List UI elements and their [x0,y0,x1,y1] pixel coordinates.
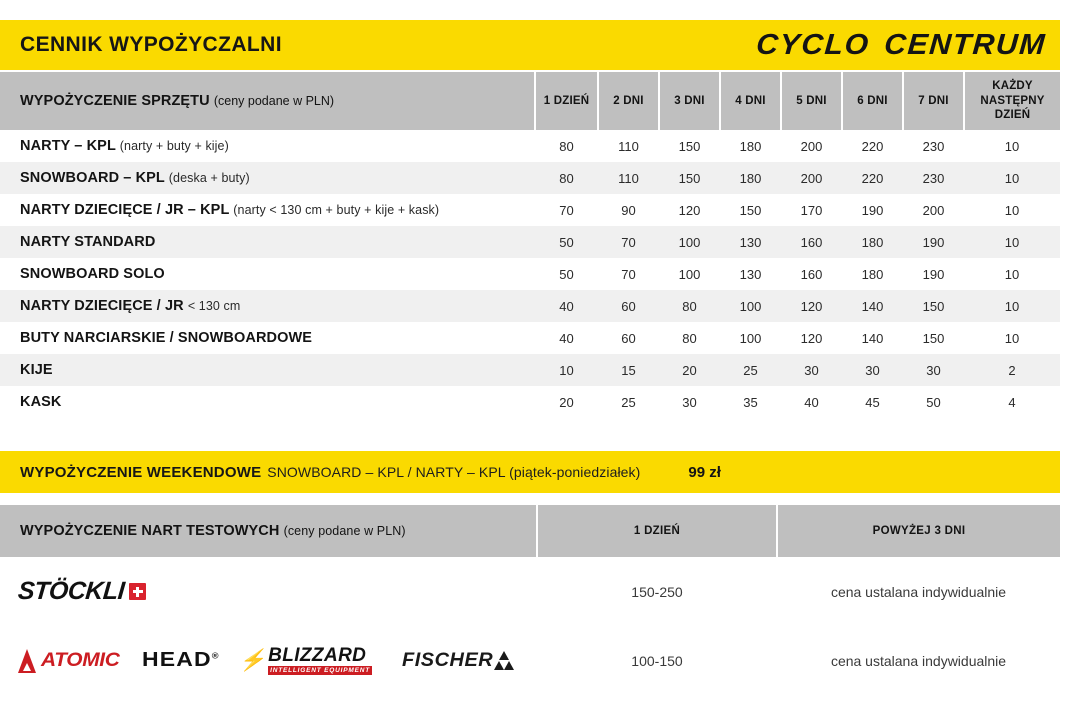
logo-word-centrum: CENTRUM [882,28,1047,61]
price-cell: 120 [678,202,701,218]
price-cell: 230 [922,138,945,154]
equipment-name-cell [0,290,535,322]
equipment-name-detail: < 130 cm [187,299,241,313]
price-cell: 150 [922,330,945,346]
blizzard-wordmark: BLIZZARD [268,644,367,666]
price-cell: 80 [559,138,574,154]
cyclo-centrum-logo [755,29,1062,62]
price-cell: 230 [903,162,964,194]
price-cell: 15 [598,354,659,386]
stockli-one-day-price: 150-250 [537,557,777,626]
logo-word-cyclo: CYCLO [754,28,871,61]
test-header-subtitle: (ceny podane w PLN) [283,524,406,538]
price-cell: 40 [559,330,574,346]
price-cell: 25 [621,394,636,410]
equipment-name-cell [0,194,535,226]
equipment-name-cell [0,322,535,354]
test-col-header-over-three-days: POWYŻEJ 3 DNI [777,505,1060,557]
price-cell: 10 [964,226,1060,258]
price-cell: 60 [621,330,636,346]
blizzard-stack [268,646,372,676]
price-cell: 100 [678,266,701,282]
price-cell: 190 [922,266,945,282]
atomic-logo [18,649,120,673]
equipment-name-cell [0,258,535,290]
fischer-triangle-icon [494,651,514,670]
price-cell: 190 [861,202,884,218]
head-wordmark: HEAD [142,649,213,671]
price-cell: 180 [842,226,903,258]
price-cell: 10 [1004,330,1020,346]
equipment-table-header-row [0,72,1060,130]
fischer-logo [402,650,514,672]
price-cell: 90 [621,202,636,218]
price-cell: 45 [865,394,880,410]
equipment-name: KASK [20,394,62,410]
brands-over-three-price: cena ustalana indywidualnie [777,626,1060,695]
equipment-name-cell [0,354,535,386]
fischer-wordmark: FISCHER [401,649,494,671]
test-skis-table [0,505,1060,695]
equipment-name: SNOWBOARD SOLO [20,266,165,282]
col-header-1-dzien: 1 DZIEŃ [535,72,598,130]
price-cell: 140 [861,330,884,346]
price-cell: 10 [964,290,1060,322]
blizzard-tagline: INTELLIGENT EQUIPMENT [270,667,370,675]
price-cell: 100 [659,226,720,258]
col-header-4-dni: 4 DNI [720,72,781,130]
stockli-wordmark: STÖCKLI [16,577,126,605]
price-cell: 160 [800,266,823,282]
equipment-name: SNOWBOARD – KPL [20,170,165,186]
equipment-header-title: WYPOŻYCZENIE SPRZĘTU [20,93,210,109]
price-cell: 180 [861,266,884,282]
equipment-name: NARTY STANDARD [20,234,156,250]
price-cell: 30 [842,354,903,386]
brand-logo-row [18,646,537,676]
price-cell: 10 [964,162,1060,194]
equipment-name-cell [0,386,535,418]
extra-line-3: DZIEŃ [994,109,1031,122]
price-cell: 30 [682,394,697,410]
price-cell: 220 [842,162,903,194]
price-cell: 180 [720,162,781,194]
test-col-header-one-day: 1 DZIEŃ [537,505,777,557]
price-cell: 50 [926,394,941,410]
equipment-name: KIJE [20,362,53,378]
test-table-header-row [0,505,1060,557]
price-cell: 200 [800,138,823,154]
price-cell: 100 [739,330,762,346]
price-cell: 150 [678,138,701,154]
equipment-name-detail: (narty < 130 cm + buty + kije + kask) [233,203,440,217]
weekend-rental-banner [0,451,1060,493]
price-cell: 120 [781,290,842,322]
price-cell: 35 [743,394,758,410]
brand-logos-cell [0,626,537,695]
price-cell: 30 [781,354,842,386]
col-header-kazdy-nastepny-dzien [964,72,1060,130]
price-cell: 40 [804,394,819,410]
weekend-description: SNOWBOARD – KPL / NARTY – KPL (piątek-poniedziałek) [267,464,641,480]
price-cell: 100 [720,290,781,322]
price-cell: 200 [781,162,842,194]
price-cell: 10 [535,354,598,386]
price-cell: 80 [682,330,697,346]
weekend-title: WYPOŻYCZENIE WEEKENDOWE [20,463,262,481]
price-cell: 130 [739,266,762,282]
price-cell: 110 [618,138,639,154]
head-logo [142,649,219,672]
price-cell: 190 [903,226,964,258]
stockli-logo-cell [0,557,537,626]
extra-line-2: NASTĘPNY [980,94,1045,107]
table-row [0,386,1060,418]
table-row [0,162,1060,194]
col-header-2-dni: 2 DNI [598,72,659,130]
price-cell: 130 [720,226,781,258]
test-header-label [0,505,537,557]
test-table-body [0,557,1060,695]
price-cell: 20 [659,354,720,386]
price-cell: 10 [1004,266,1020,282]
page-title-bar [0,20,1060,70]
blizzard-logo [239,646,372,676]
brands-one-day-price: 100-150 [537,626,777,695]
price-cell: 150 [659,162,720,194]
price-cell: 220 [861,138,884,154]
test-table-row-stockli [0,557,1060,626]
price-cell: 10 [1004,202,1020,218]
price-cell: 2 [964,354,1060,386]
test-header-title: WYPOŻYCZENIE NART TESTOWYCH [20,523,280,539]
price-cell: 170 [800,202,823,218]
price-cell: 60 [598,290,659,322]
table-row [0,354,1060,386]
col-header-7-dni: 7 DNI [903,72,964,130]
head-trademark-icon: ® [212,651,219,661]
table-row [0,322,1060,354]
equipment-name: NARTY DZIECIĘCE / JR [20,298,184,314]
col-header-6-dni: 6 DNI [842,72,903,130]
lightning-bolt-icon: ⚡ [238,649,266,672]
atomic-arrow-icon [18,649,36,673]
price-cell: 30 [903,354,964,386]
atomic-wordmark: ATOMIC [41,649,120,671]
equipment-name-detail: (narty + buty + kije) [119,139,229,153]
swiss-cross-icon [129,583,146,600]
table-row [0,226,1060,258]
price-cell: 50 [535,226,598,258]
price-cell: 25 [720,354,781,386]
equipment-name-detail: (deska + buty) [168,171,250,185]
price-cell: 80 [659,290,720,322]
price-cell: 140 [842,290,903,322]
price-cell: 180 [739,138,762,154]
price-cell: 150 [739,202,762,218]
weekend-price: 99 zł [688,463,721,481]
page-title: CENNIK WYPOŻYCZALNI [20,33,282,56]
price-cell: 10 [1004,138,1020,154]
price-cell: 150 [903,290,964,322]
price-cell: 20 [559,394,574,410]
price-cell: 160 [781,226,842,258]
price-cell: 110 [598,162,659,194]
equipment-name-cell [0,226,535,258]
equipment-name-cell [0,130,535,162]
price-cell: 50 [559,266,574,282]
price-cell: 80 [535,162,598,194]
table-row [0,290,1060,322]
col-header-3-dni: 3 DNI [659,72,720,130]
price-cell: 70 [621,266,636,282]
equipment-header-subtitle: (ceny podane w PLN) [213,94,335,108]
equipment-name: BUTY NARCIARSKIE / SNOWBOARDOWE [20,330,313,346]
col-header-5-dni: 5 DNI [781,72,842,130]
table-row [0,194,1060,226]
equipment-name: NARTY DZIECIĘCE / JR – KPL [20,202,230,218]
equipment-header-label [0,72,535,130]
test-table-row-brands [0,626,1060,695]
table-row [0,258,1060,290]
extra-line-1: KAŻDY [992,80,1033,93]
stockli-over-three-price: cena ustalana indywidualnie [777,557,1060,626]
price-cell: 200 [922,202,945,218]
price-cell: 4 [1008,394,1016,410]
price-cell: 70 [598,226,659,258]
equipment-name-cell [0,162,535,194]
price-cell: 70 [559,202,574,218]
equipment-name: NARTY – KPL [20,138,116,154]
table-row [0,130,1060,162]
price-cell: 120 [800,330,823,346]
equipment-table-body [0,130,1060,418]
stockli-logo [17,577,148,606]
equipment-price-table [0,72,1060,418]
price-cell: 40 [535,290,598,322]
